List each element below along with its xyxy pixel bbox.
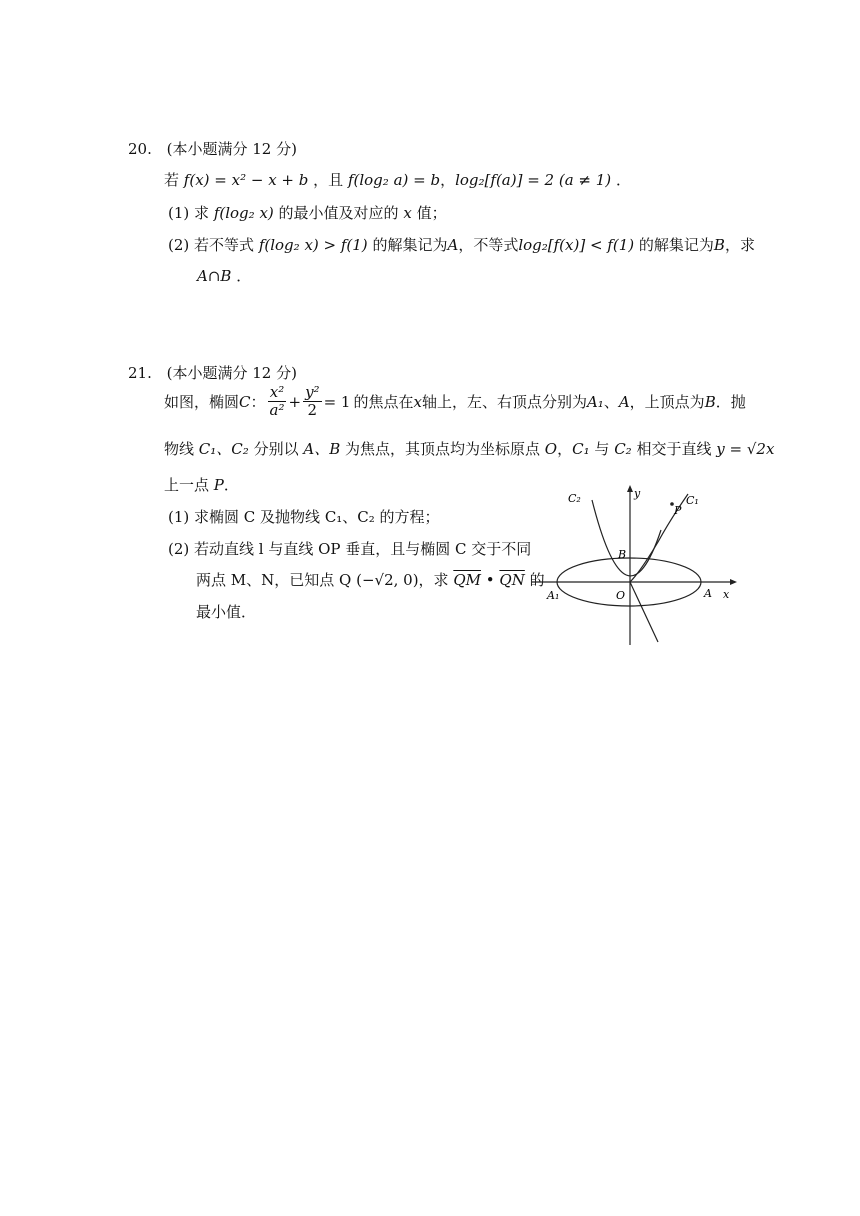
vector-qm: $\overline{QM}$ <box>453 571 481 589</box>
q21-part1: (1) 求椭圆 C 及抛物线 C₁、C₂ 的方程； <box>168 508 440 526</box>
q21-part2-line3: 最小值． <box>196 603 257 621</box>
y-axis-arrow <box>627 485 633 492</box>
q21-line2: 物线 C₁、C₂ 分别以 A、B 为焦点，其顶点均为坐标原点 O，C₁ 与 C₂ 相交于直线 y = √2x <box>164 440 775 458</box>
ellipse-parabola-figure <box>530 480 740 650</box>
q20-part2: (2) 若不等式 f(log₂ x) > f(1) 的解集记为A，不等式log₂[f(x)] < f(1) 的解集记为B，求 <box>168 236 755 254</box>
parabola-c2 <box>592 500 661 576</box>
q20-part2-label: (2) <box>168 236 190 254</box>
label-b: B <box>618 548 627 561</box>
frac-x2-over-a2: $\frac{\text{x²}}{\text{a²}}$ <box>269 383 285 420</box>
q20-cond2: log₂[f(a)] = 2 (a ≠ 1) <box>455 171 612 189</box>
q21-header <box>128 362 297 383</box>
label-a: A <box>704 587 712 600</box>
label-y: y <box>634 487 641 500</box>
q20-part1: (1) 求 f(log₂ x) 的最小值及对应的 x 值； <box>168 204 447 222</box>
label-a1: A₁ <box>547 589 560 602</box>
label-c1: C₁ <box>686 494 699 507</box>
q20-score: (本小题满分 12 分) <box>166 140 297 158</box>
q20-header <box>128 138 297 159</box>
q21-line1: 如图，椭圆 C ： $\frac{\text{x²}}{\text{a²}}$ + $\frac{\text{y²}}{2}$ = 1 的焦点在 x 轴上，左、右顶点分别为 A₁ 、 A ，上顶点为 B ．抛 <box>164 383 746 420</box>
q21-line3: 上一点 P． <box>164 476 239 494</box>
q20-cond1: f(log₂ a) = b <box>347 171 441 189</box>
label-o: O <box>616 589 626 602</box>
frac-y2-over-2: $\frac{\text{y²}}{2}$ <box>305 383 320 420</box>
q20-part2-line2: A∩B ． <box>197 267 252 285</box>
label-x: x <box>723 588 730 601</box>
q21-part1-label: (1) <box>168 508 190 526</box>
q21-part2: (2) 若动直线 l 与直线 OP 垂直，且与椭圆 C 交于不同 <box>168 540 532 558</box>
q21-score: (本小题满分 12 分) <box>166 364 297 382</box>
q20-number: 20. <box>128 140 152 158</box>
q21-part2-line2: 两点 M、N，已知点 Q (−√2, 0)，求 $\overline{QM}$ • $\overline{QN}$ 的 <box>196 571 545 589</box>
q20-part1-label: (1) <box>168 204 190 222</box>
x-axis-arrow <box>730 579 737 585</box>
q20-condition: 若 f(x) = x² − x + b ，且 f(log₂ a) = b，log₂[f(a)] = 2 (a ≠ 1) ． <box>164 171 631 189</box>
label-p: P <box>674 504 682 517</box>
vector-qn: $\overline{QN}$ <box>499 571 525 589</box>
q21-number: 21. <box>128 364 152 382</box>
label-c2: C₂ <box>568 492 581 505</box>
q20-function-def: f(x) = x² − x + b <box>183 171 309 189</box>
q21-part2-label: (2) <box>168 540 190 558</box>
